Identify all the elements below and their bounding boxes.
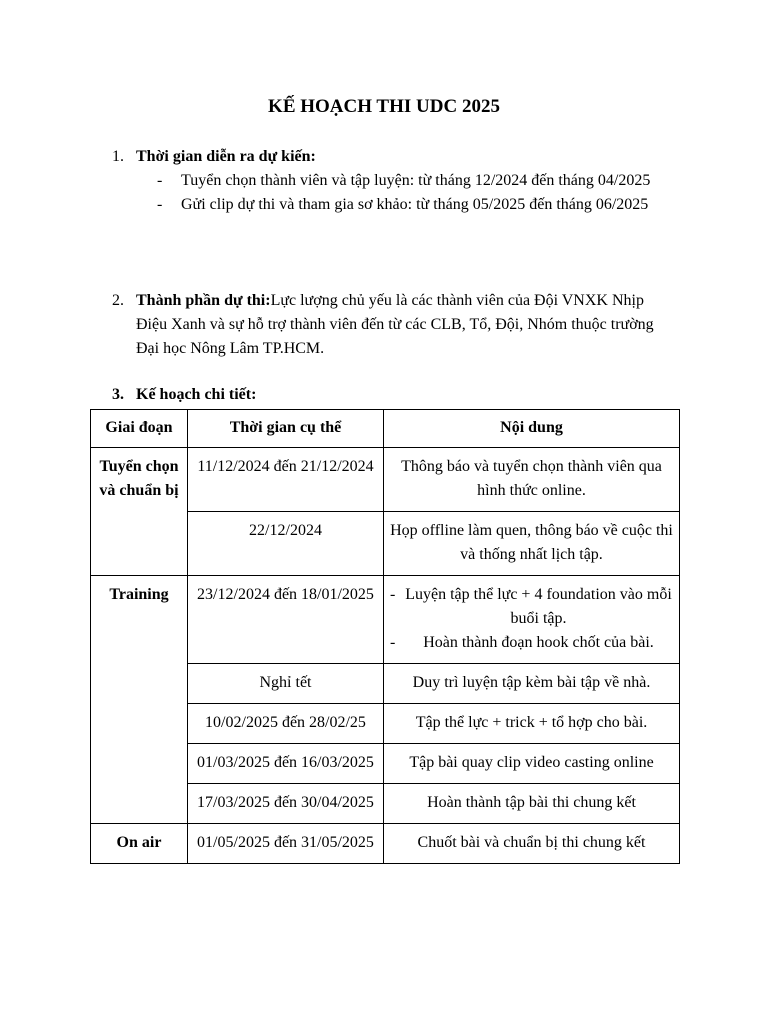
list-item: - Luyện tập thể lực + 4 foundation vào mỗi buổi tập. [390, 583, 673, 631]
content-cell: Họp offline làm quen, thông báo về cuộc thi và thống nhất lịch tập. [384, 512, 680, 576]
time-cell: Nghỉ tết [188, 664, 384, 704]
table-row [91, 448, 680, 512]
content-cell [384, 576, 680, 664]
list-item: - Tuyển chọn thành viên và tập luyện: từ tháng 12/2024 đến tháng 04/2025 [157, 169, 672, 193]
time-cell: 10/02/2025 đến 28/02/25 [188, 704, 384, 744]
time-cell: 01/05/2025 đến 31/05/2025 [188, 824, 384, 864]
section-number: 3. [112, 386, 124, 403]
stage-cell: Tuyển chọn và chuẩn bị [91, 448, 188, 576]
section-number: 2. [112, 292, 124, 309]
section-text: Lực lượng chủ yếu là các thành viên của Đội VNXK Nhịp Điệu Xanh và sự hỗ trợ thành viên đến từ các CLB, Tổ, Đội, Nhóm thuộc trường Đại học Nông Lâm TP.HCM. [136, 292, 654, 357]
time-cell: 23/12/2024 đến 18/01/2025 [188, 576, 384, 664]
content-cell: Tập thể lực + trick + tổ hợp cho bài. [384, 704, 680, 744]
stage-cell: On air [91, 824, 188, 864]
section-heading: Thành phần dự thi: [136, 292, 271, 309]
document-title: KẾ HOẠCH THI UDC 2025 [268, 96, 500, 117]
section-participants [112, 289, 672, 361]
dash-bullet-icon: - [157, 196, 163, 213]
list-item: - Gửi clip dự thi và tham gia sơ khảo: từ tháng 05/2025 đến tháng 06/2025 [157, 193, 672, 217]
section-detailed-plan [112, 383, 672, 407]
dash-bullet-icon: - [390, 586, 396, 603]
dash-bullet-icon: - [390, 634, 396, 651]
dash-bullet-icon: - [157, 172, 163, 189]
content-cell: Chuốt bài và chuẩn bị thi chung kết [384, 824, 680, 864]
table-header-row [91, 410, 680, 448]
table-row [91, 824, 680, 864]
time-cell: 01/03/2025 đến 16/03/2025 [188, 744, 384, 784]
table-row [91, 576, 680, 664]
time-cell: 11/12/2024 đến 21/12/2024 [188, 448, 384, 512]
stage-cell: Training [91, 576, 188, 824]
time-cell: 22/12/2024 [188, 512, 384, 576]
list-item: - Hoàn thành đoạn hook chốt của bài. [390, 631, 673, 655]
plan-table [90, 409, 680, 864]
content-cell: Tập bài quay clip video casting online [384, 744, 680, 784]
content-cell: Thông báo và tuyển chọn thành viên qua hình thức online. [384, 448, 680, 512]
time-cell: 17/03/2025 đến 30/04/2025 [188, 784, 384, 824]
schedule-list [157, 169, 672, 217]
section-heading: Kế hoạch chi tiết: [136, 386, 257, 403]
content-list [390, 583, 673, 655]
content-cell: Hoàn thành tập bài thi chung kết [384, 784, 680, 824]
column-header-stage: Giai đoạn [91, 410, 188, 448]
section-number: 1. [112, 148, 124, 165]
column-header-time: Thời gian cụ thể [188, 410, 384, 448]
section-schedule [112, 145, 672, 217]
content-cell: Duy trì luyện tập kèm bài tập về nhà. [384, 664, 680, 704]
section-heading: Thời gian diễn ra dự kiến: [136, 148, 316, 165]
column-header-content: Nội dung [384, 410, 680, 448]
